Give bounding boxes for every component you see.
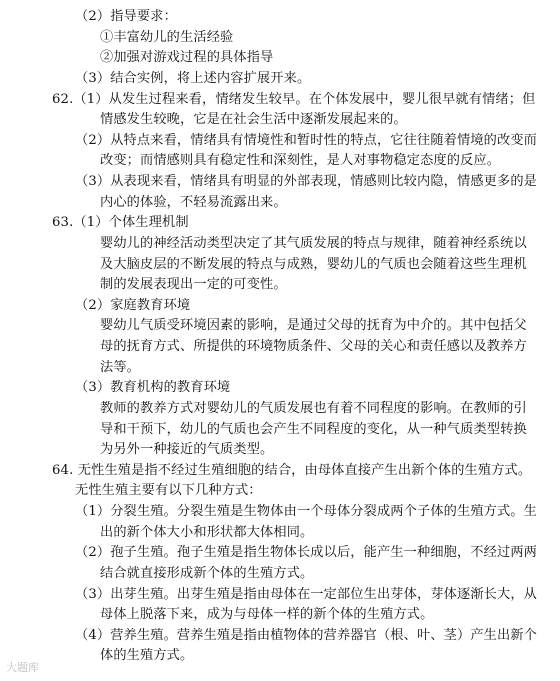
- text-line: ①丰富幼儿的生活经验: [100, 29, 234, 45]
- text-line: 内心的体验，不轻易流露出来。: [100, 194, 287, 210]
- text-line: 63.（1）个体生理机制: [52, 215, 189, 231]
- text-line: 62.（1）从发生过程来看，情绪发生较早。在个体发展中，婴儿很早就有情绪；但: [52, 91, 536, 107]
- text-line: （2）从特点来看，情绪具有情境性和暂时性的特点，它往往随着情境的改变而: [75, 132, 538, 148]
- text-line: 导和干预下，幼儿的气质也会产生不同程度的变化，从一种气质类型转换: [100, 421, 527, 437]
- text-line: （2）家庭教育环境: [75, 297, 191, 313]
- text-line: 法等。: [100, 359, 141, 375]
- text-line: 无性生殖主要有以下几种方式：: [75, 483, 262, 499]
- text-line: （3）结合实例，将上述内容扩展开来。: [75, 70, 311, 86]
- text-line: （1）分裂生殖。分裂生殖是生物体由一个母体分裂成两个子体的生殖方式。生: [75, 504, 538, 519]
- text-line: 婴幼儿的神经活动类型决定了其气质发展的特点与规律，随着神经系统以: [100, 235, 527, 251]
- text-line: 教师的教养方式对婴幼儿的气质发展也有着不同程度的影响。在教师的引: [100, 400, 527, 416]
- text-line: （3）教育机构的教育环境: [75, 380, 231, 396]
- text-line: （2）孢子生殖。孢子生殖是指生物体长成以后，能产生一种细胞，不经过两两: [75, 545, 538, 561]
- text-line: 64. 无性生殖是指不经过生殖细胞的结合，由母体直接产生出新个体的生殖方式。: [52, 462, 532, 478]
- text-line: 出的新个体大小和形状都大体相同。: [100, 524, 314, 540]
- text-line: （3）从表现来看，情绪具有明显的外部表现，情感则比较内隐，情感更多的是: [75, 174, 538, 189]
- text-line: （3）出芽生殖。出芽生殖是指由母体在一定部位生出芽体，芽体逐渐长大，从: [75, 586, 538, 602]
- text-line: ②加强对游戏过程的具体指导: [100, 50, 274, 66]
- watermark-logo: 大题库: [6, 661, 39, 674]
- text-line: 体的生殖方式。: [100, 648, 194, 664]
- text-line: 婴幼儿气质受环境因素的影响，是通过父母的抚育为中介的。其中包括父: [100, 318, 527, 334]
- text-line: 情感发生较晚，它是在社会生活中逐渐发展起来的。: [100, 112, 407, 128]
- text-line: （2）指导要求：: [75, 9, 177, 24]
- text-line: 母体上脱落下来，成为与母体一样的新个体的生殖方式。: [100, 607, 434, 623]
- text-line: 母的抚育方式、所提供的环境物质条件、父母的关心和责任感以及教养方: [100, 339, 527, 354]
- text-line: 为另外一种接近的气质类型。: [100, 442, 274, 458]
- text-line: （4）营养生殖。营养生殖是指由植物体的营养器官（根、叶、茎）产生出新个: [75, 627, 538, 643]
- text-line: 制的发展表现出一定的可变性。: [100, 277, 287, 293]
- text-line: 及大脑皮层的不断发展的特点与成熟，婴幼儿的气质也会随着这些生理机: [100, 256, 527, 272]
- text-line: 结合就直接形成新个体的生殖方式。: [100, 565, 314, 581]
- text-line: 改变；而情感则具有稳定性和深刻性，是人对事物稳定态度的反应。: [100, 153, 501, 169]
